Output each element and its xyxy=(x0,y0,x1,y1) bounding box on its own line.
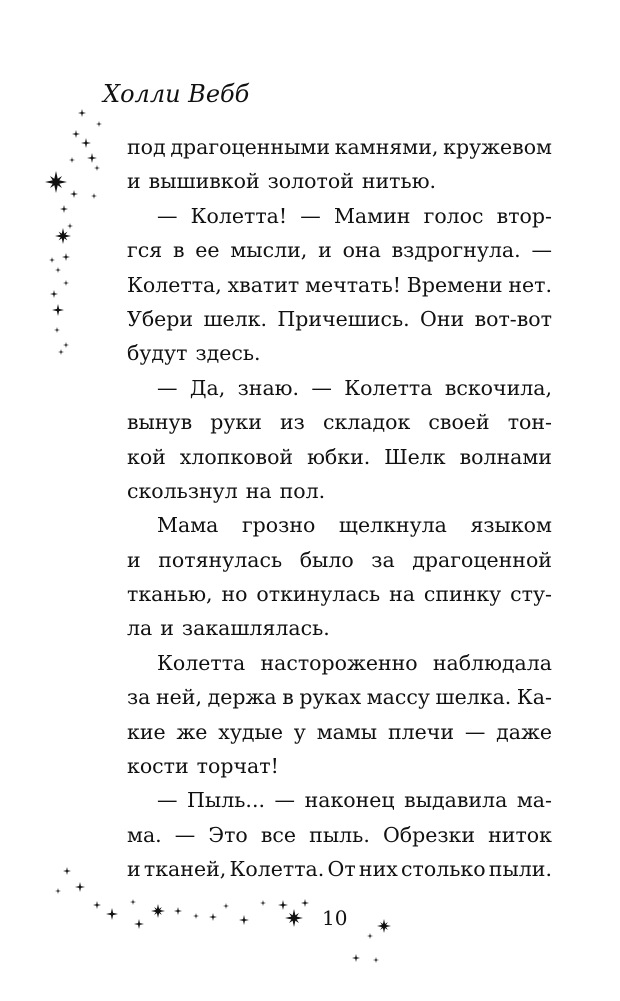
sparkle-star-icon xyxy=(72,130,80,138)
sparkle-star-icon xyxy=(87,153,97,163)
sparkle-star-icon xyxy=(67,223,73,229)
text-line: будут здесь. xyxy=(127,341,261,366)
sparkle-star-icon xyxy=(54,327,60,333)
sparkle-star-icon xyxy=(96,121,102,127)
sparkle-star-icon xyxy=(106,908,118,920)
sparkle-star-icon xyxy=(69,157,75,163)
text-line: кие же худые у мамы плечи — даже xyxy=(127,719,552,744)
sparkle-star-icon xyxy=(352,954,360,962)
text-line: вынув руки из складок своей тон- xyxy=(127,410,552,435)
sparkle-star-icon xyxy=(50,290,58,298)
text-line: и тканей, Колетта. От них столько пыли. xyxy=(127,857,552,882)
text-line: Убери шелк. Причешись. Они вот-вот xyxy=(127,306,552,331)
sparkle-star-icon xyxy=(58,349,64,355)
page-number: 10 xyxy=(322,906,348,930)
sparkle-star-icon xyxy=(63,867,71,875)
text-line: — Пыль... — наконец выдавила ма- xyxy=(157,788,552,813)
text-line: Колетта настороженно наблюдала xyxy=(157,650,552,675)
sparkle-star-icon xyxy=(91,193,97,199)
sparkle-star-icon xyxy=(285,909,303,927)
text-line: Колетта, хватит мечтать! Времени нет. xyxy=(127,272,552,297)
sparkle-star-icon xyxy=(151,904,165,918)
sparkle-star-icon xyxy=(81,138,91,148)
sparkle-star-icon xyxy=(55,228,71,244)
text-line: кой хлопковой юбки. Шелк волнами xyxy=(127,444,552,469)
sparkle-star-icon xyxy=(223,903,229,909)
sparkle-star-icon xyxy=(75,882,85,892)
text-line: под драгоценными камнями, кружевом xyxy=(127,135,552,159)
text-line: — Да, знаю. — Колетта вскочила, xyxy=(157,375,552,400)
text-line: скользнул на пол. xyxy=(127,478,326,503)
sparkle-star-icon xyxy=(367,933,373,939)
text-line: ма. — Это все пыль. Обрезки ниток xyxy=(127,822,552,847)
text-line: тканью, но откинулась на спинку сту- xyxy=(127,582,552,607)
text-line: и вышивкой золотой нитью. xyxy=(127,169,437,194)
sparkle-star-icon xyxy=(70,190,78,198)
sparkle-star-icon xyxy=(55,267,61,273)
sparkle-star-icon xyxy=(94,165,100,171)
sparkle-star-icon xyxy=(60,205,68,213)
sparkle-star-icon xyxy=(62,253,70,261)
sparkle-star-icon xyxy=(63,280,69,286)
sparkle-star-icon xyxy=(55,888,61,894)
sparkle-star-icon xyxy=(93,901,101,909)
sparkle-star-icon xyxy=(174,907,182,915)
text-line: и потянулась было за драгоценной xyxy=(127,547,552,572)
sparkle-star-icon xyxy=(373,957,379,963)
sparkle-star-icon xyxy=(78,109,86,117)
text-line: ла и закашлялась. xyxy=(127,616,330,641)
sparkle-star-icon xyxy=(260,900,266,906)
text-line: гся в ее мысли, и она вздрогнула. — xyxy=(127,238,552,263)
sparkle-star-icon xyxy=(301,899,309,907)
sparkle-star-icon xyxy=(377,919,391,933)
sparkle-star-icon xyxy=(193,913,199,919)
sparkle-star-icon xyxy=(63,342,69,348)
text-line: Мама грозно щелкнула языком xyxy=(157,513,552,538)
text-line: за ней, держа в руках массу шелка. Ка- xyxy=(127,685,552,710)
running-header-author: Холли Вебб xyxy=(103,80,250,108)
sparkle-star-icon xyxy=(45,171,67,193)
sparkle-star-icon xyxy=(52,304,64,316)
sparkle-star-icon xyxy=(130,899,136,905)
text-line: кости торчат! xyxy=(127,754,279,779)
text-line: — Колетта! — Мамин голос втор- xyxy=(157,203,552,228)
sparkle-star-icon xyxy=(209,913,217,921)
sparkle-star-icon xyxy=(239,915,249,925)
sparkle-star-icon xyxy=(278,900,288,910)
sparkle-star-icon xyxy=(134,919,144,929)
sparkle-star-icon xyxy=(49,257,55,263)
